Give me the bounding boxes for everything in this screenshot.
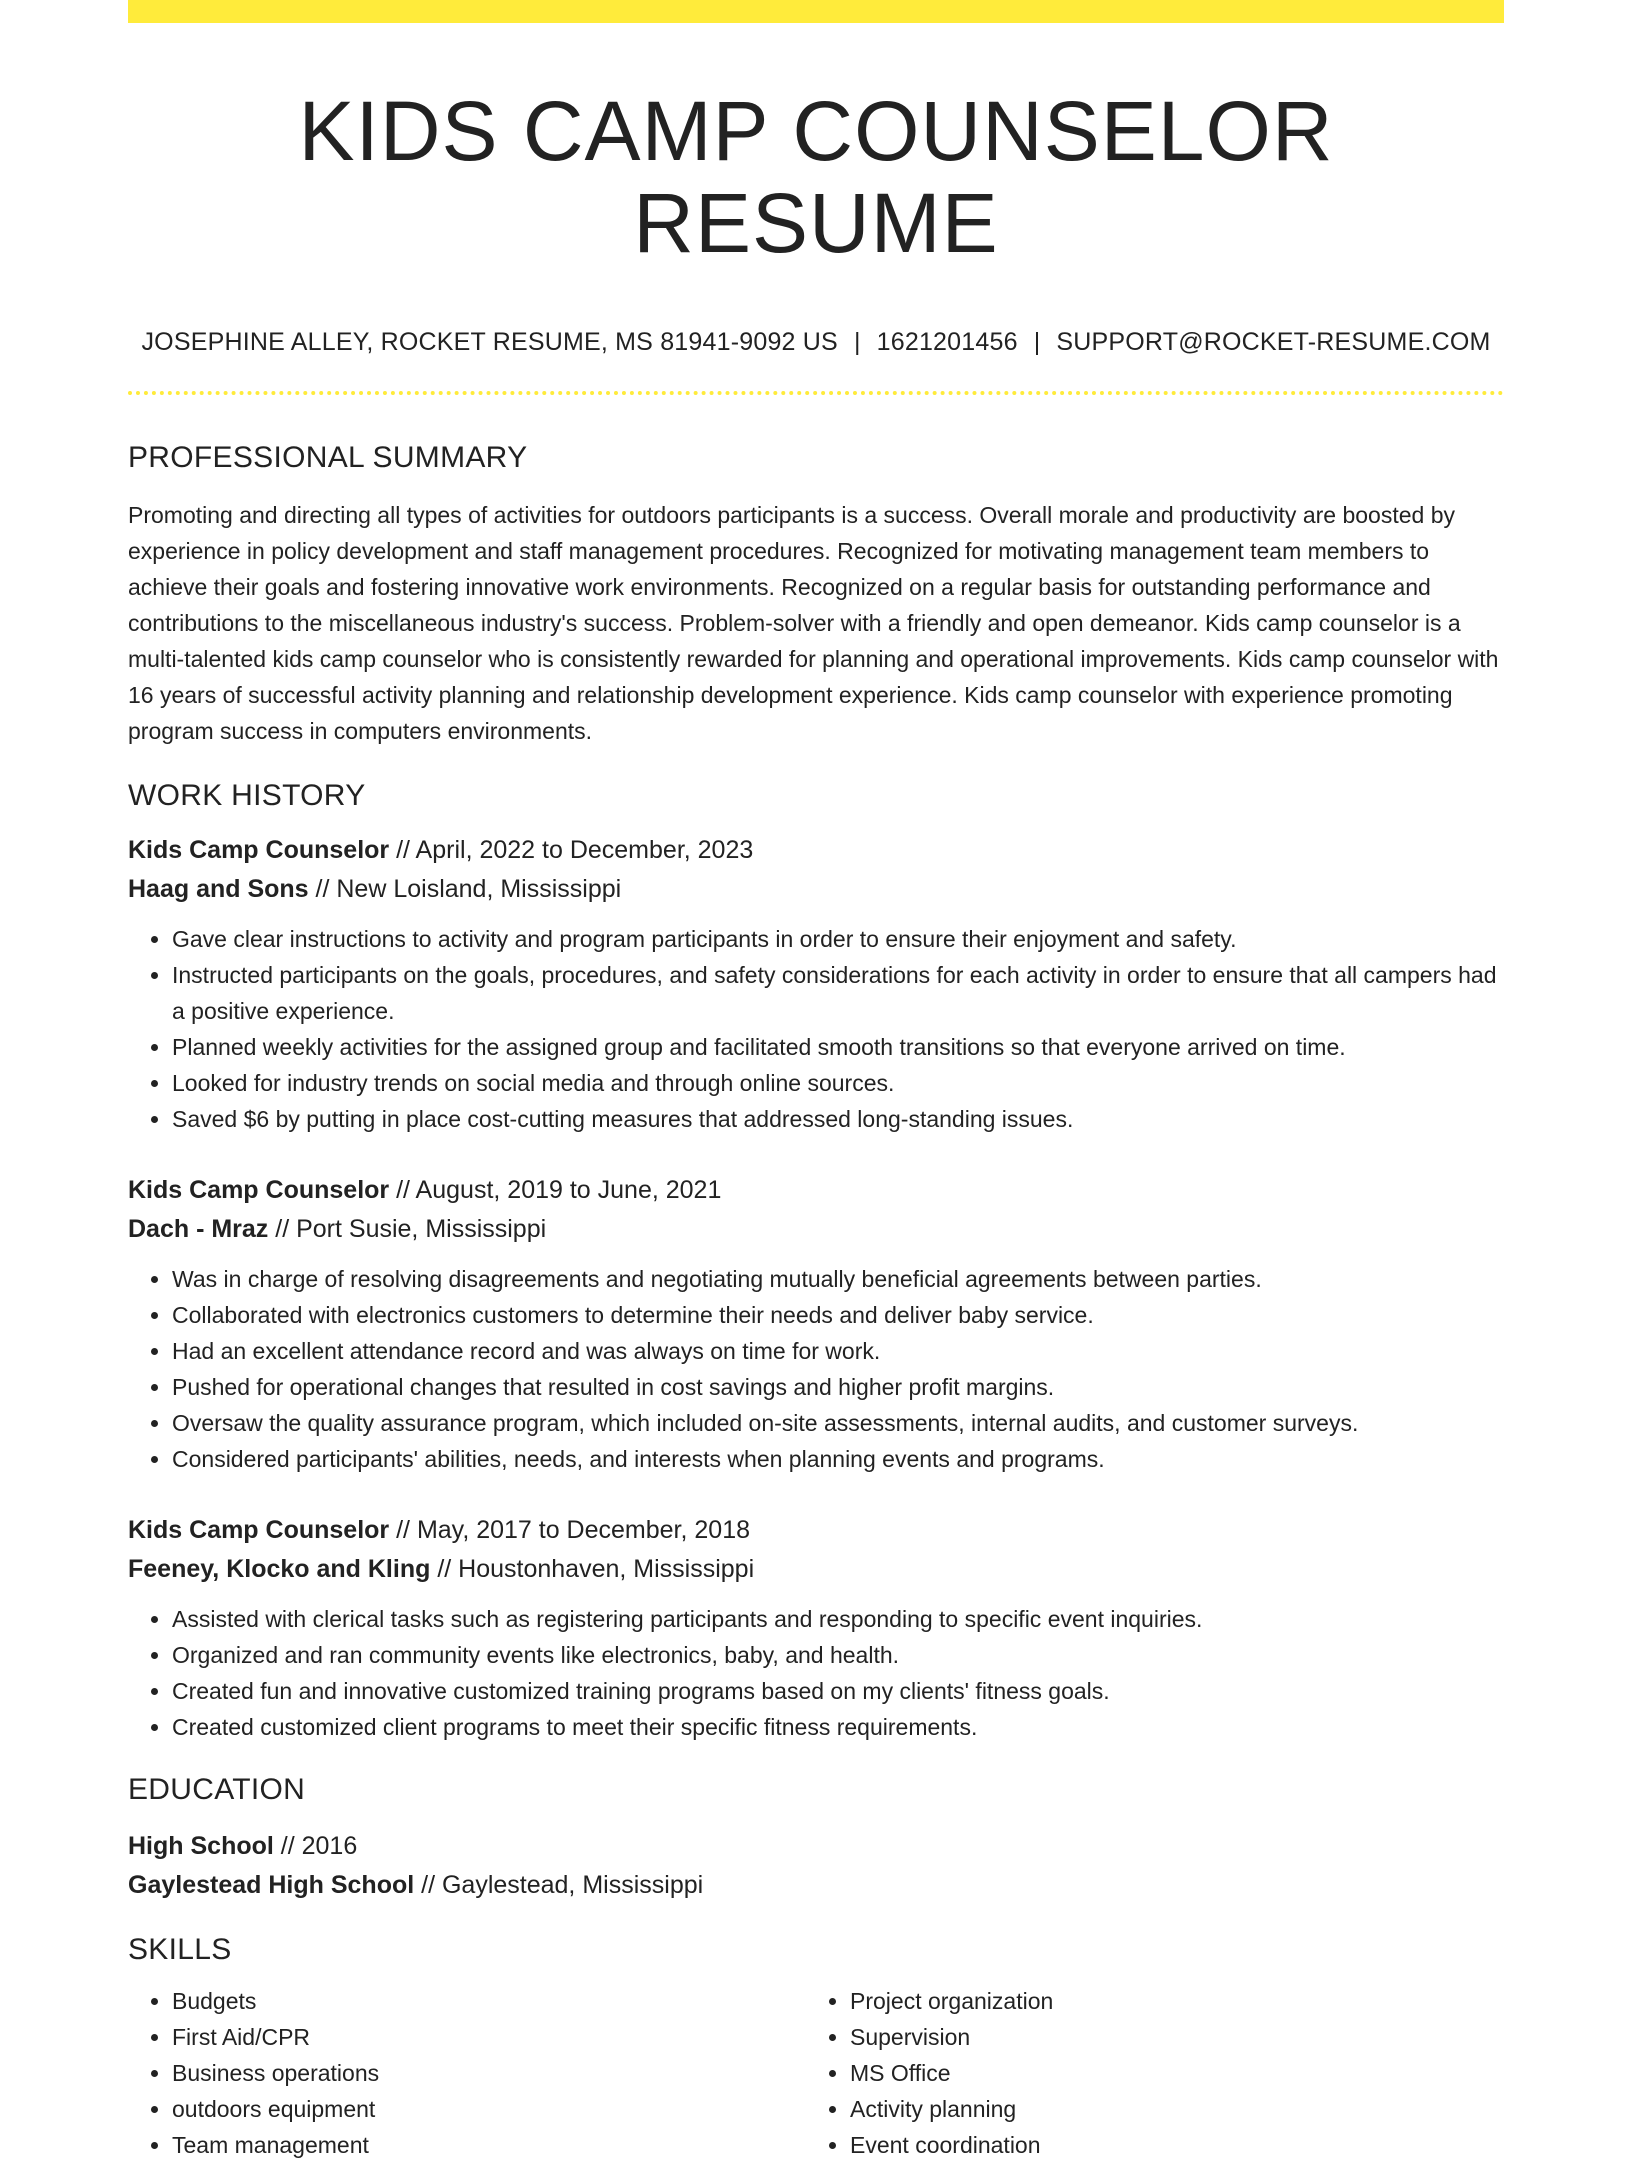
education-heading: EDUCATION: [128, 1772, 306, 1806]
list-item: • Oversaw the quality assurance program, which included on-site assessments, internal audits, and customer surveys.: [172, 1405, 1504, 1441]
job-entry: [128, 831, 1504, 1137]
job-entry: [128, 1511, 1504, 1745]
job-company-line: [128, 870, 1504, 909]
education-degree-line: [128, 1827, 1504, 1866]
job-title-line: [128, 1511, 1504, 1550]
job-location: // Houstonhaven, Mississippi: [430, 1554, 755, 1583]
top-accent-bar: [128, 0, 1504, 23]
summary-text: Promoting and directing all types of activities for outdoors participants is a success. Overall morale and productivity are boosted by experience in policy development and staff management procedures. Recognized for motivating management team members to achieve their goals and fostering innovative work environments. Recognized on a regular basis for outstanding performance and contributions to the miscellaneous industry's success. Problem-solver with a friendly and open demeanor. Kids camp counselor is a multi-talented kids camp counselor who is consistently rewarded for planning and operational improvements. Kids camp counselor with 16 years of successful activity planning and relationship development experience. Kids camp counselor with experience promoting program success in computers environments.: [128, 501, 1499, 744]
list-item: • Considered participants' abilities, needs, and interests when planning events and programs.: [172, 1441, 1504, 1477]
skills-column-left: [128, 1983, 806, 2163]
job-company-line: [128, 1550, 1504, 1589]
job-dates: // May, 2017 to December, 2018: [389, 1515, 751, 1544]
list-item: • Organized and ran community events like electronics, baby, and health.: [172, 1637, 1504, 1673]
job-dates: // April, 2022 to December, 2023: [389, 835, 754, 864]
job-company: Haag and Sons: [128, 874, 309, 903]
contact-line: [128, 328, 1504, 357]
education-location: // Gaylestead, Mississippi: [414, 1870, 704, 1899]
list-item: • Created customized client programs to meet their specific fitness requirements.: [172, 1709, 1504, 1745]
job-title: Kids Camp Counselor: [128, 1175, 390, 1204]
list-item: • Was in charge of resolving disagreements and negotiating mutually beneficial agreements between parties.: [172, 1261, 1504, 1297]
list-item: • Team management: [172, 2127, 806, 2163]
list-item: • First Aid/CPR: [172, 2019, 806, 2055]
education-degree: High School: [128, 1831, 274, 1860]
contact-email: SUPPORT@ROCKET-RESUME.COM: [1056, 327, 1491, 356]
list-item: • Project organization: [850, 1983, 1484, 2019]
job-title-line: [128, 831, 1504, 870]
job-title: Kids Camp Counselor: [128, 835, 390, 864]
work-history-heading: WORK HISTORY: [128, 778, 366, 812]
job-location: // New Loisland, Mississippi: [308, 874, 622, 903]
list-item: • Planned weekly activities for the assigned group and facilitated smooth transitions so that everyone arrived on time.: [172, 1029, 1504, 1065]
list-item: • Instructed participants on the goals, procedures, and safety considerations for each activity in order to ensure that all campers had a positive experience.: [172, 957, 1504, 1029]
skills-heading: SKILLS: [128, 1932, 232, 1966]
job-title: Kids Camp Counselor: [128, 1515, 390, 1544]
contact-address: JOSEPHINE ALLEY, ROCKET RESUME, MS 81941-9092 US: [141, 327, 838, 356]
list-item: • Pushed for operational changes that resulted in cost savings and higher profit margins.: [172, 1369, 1504, 1405]
job-company: Dach - Mraz: [128, 1214, 269, 1243]
education-entry: [128, 1827, 1504, 1905]
list-item: • Collaborated with electronics customers to determine their needs and deliver baby service.: [172, 1297, 1504, 1333]
list-item: • Business operations: [172, 2055, 806, 2091]
list-item: • Supervision: [850, 2019, 1484, 2055]
list-item: • Created fun and innovative customized training programs based on my clients' fitness goals.: [172, 1673, 1504, 1709]
education-school-line: [128, 1866, 1504, 1905]
list-item: • MS Office: [850, 2055, 1484, 2091]
resume-title: KIDS CAMP COUNSELOR RESUME: [298, 84, 1334, 271]
list-item: • Activity planning: [850, 2091, 1484, 2127]
education-school: Gaylestead High School: [128, 1870, 415, 1899]
list-item: • Saved $6 by putting in place cost-cutting measures that addressed long-standing issues.: [172, 1101, 1504, 1137]
job-company: Feeney, Klocko and Kling: [128, 1554, 431, 1583]
job-bullets: [128, 1261, 1504, 1477]
job-location: // Port Susie, Mississippi: [268, 1214, 547, 1243]
list-item: • Gave clear instructions to activity and program participants in order to ensure their enjoyment and safety.: [172, 921, 1504, 957]
dotted-divider: [128, 391, 1504, 395]
contact-separator: |: [853, 327, 861, 356]
list-item: • Assisted with clerical tasks such as registering participants and responding to specific event inquiries.: [172, 1601, 1504, 1637]
list-item: • Budgets: [172, 1983, 806, 2019]
list-item: • Looked for industry trends on social media and through online sources.: [172, 1065, 1504, 1101]
resume-page: [128, 0, 1504, 2163]
job-company-line: [128, 1210, 1504, 1249]
contact-phone: 1621201456: [876, 327, 1018, 356]
job-entry: [128, 1171, 1504, 1477]
skills-list: [128, 1983, 1504, 2163]
job-bullets: [128, 1601, 1504, 1745]
skills-column-right: [806, 1983, 1484, 2163]
contact-separator: |: [1033, 327, 1041, 356]
education-year: // 2016: [273, 1831, 358, 1860]
list-item: • Event coordination: [850, 2127, 1484, 2163]
list-item: • Had an excellent attendance record and was always on time for work.: [172, 1333, 1504, 1369]
job-bullets: [128, 921, 1504, 1137]
job-dates: // August, 2019 to June, 2021: [389, 1175, 722, 1204]
list-item: • outdoors equipment: [172, 2091, 806, 2127]
summary-heading: PROFESSIONAL SUMMARY: [128, 440, 528, 474]
job-title-line: [128, 1171, 1504, 1210]
